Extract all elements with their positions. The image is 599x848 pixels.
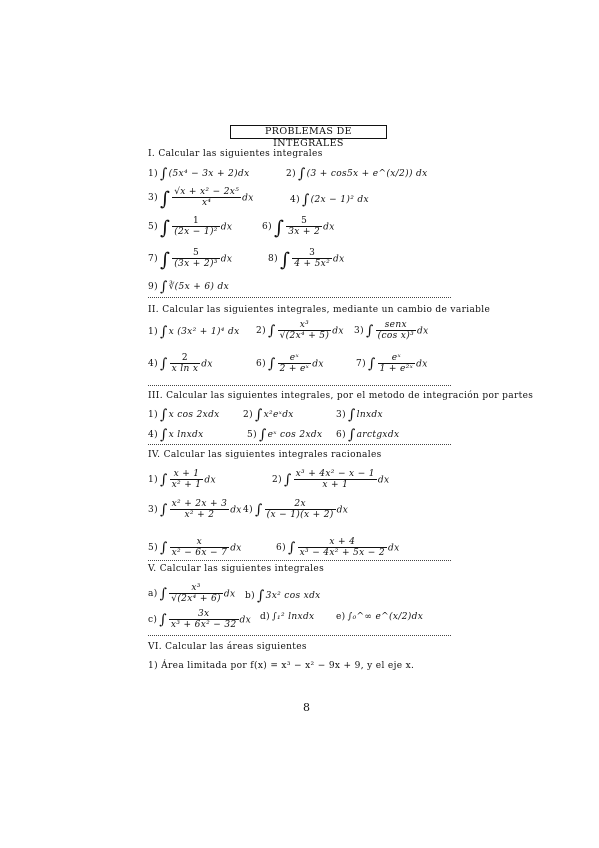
s2-problem-3: 3) ∫ $\frac{\text{senx}}{\text{(cos x)³}}$ dx [354, 320, 429, 342]
s4-problem-5: 5) ∫ $\frac{x}{\text{x² − 6x − 7}}$ dx [148, 537, 242, 559]
s1-problem-7: 7) ∫ $\frac{5}{\text{(3x + 2)³}}$ dx [148, 248, 233, 272]
s2-problem-1: 1) ∫x (3x² + 1)⁴ dx [148, 324, 240, 340]
section-divider [148, 635, 451, 636]
s4-problem-2: 2) ∫ $\frac{\text{x³ + 4x² − x − 1}}{x + 1}$ dx [272, 469, 390, 491]
page-title: PROBLEMAS DE INTEGRALES [230, 125, 387, 139]
section-4-heading: IV. Calcular las siguientes integrales racionales [148, 450, 382, 460]
s1-problem-6: 6) ∫ $\frac{5}{3x + 2}$ dx [262, 216, 335, 240]
s3-problem-2: 2) ∫x²eˣdx [243, 407, 294, 423]
section-divider [148, 444, 451, 445]
s1-problem-1: 1) ∫(5x⁴ − 3x + 2)dx [148, 166, 250, 182]
s4-problem-3: 3) ∫ $\frac{\text{x² + 2x + 3}}{\text{x² + 2}}$ dx [148, 499, 242, 521]
s2-problem-6: 6) ∫ $\frac{\text{eˣ}}{\text{2 + eˣ}}$ dx [256, 353, 324, 375]
section-3-heading: III. Calcular las siguientes integrales, por el metodo de integración por partes [148, 391, 534, 401]
s1-problem-8: 8) ∫ $\frac{3}{\text{4 + 5x²}}$ dx [268, 248, 345, 272]
section-6-heading: VI. Calcular las áreas siguientes [148, 642, 307, 652]
section-divider [148, 560, 451, 561]
s3-problem-6: 6) ∫arctgxdx [336, 427, 400, 443]
s5-problem-d: d) ∫₁² lnxdx [260, 612, 315, 622]
s4-problem-1: 1) ∫ $\frac{x + 1}{\text{x² + 1}}$ dx [148, 469, 216, 491]
s6-problem-1: 1) Área limitada por f(x) = x³ − x² − 9x + 9, y el eje x. [148, 661, 415, 671]
section-1-heading: I. Calcular las siguientes integrales [148, 149, 323, 159]
s5-problem-c: c) ∫ $\frac{3x}{\text{x³ + 6x² − 32}}$ dx [148, 609, 252, 631]
s1-problem-3: 3) ∫ $\frac{\text{√x + x² − 2x⁵}}{\text{x⁴}}$ dx [148, 187, 254, 211]
s3-problem-4: 4) ∫x lnxdx [148, 427, 204, 443]
s1-problem-9: 9) ∫∛(5x + 6) dx [148, 279, 230, 295]
s5-problem-a: a) ∫ $\frac{\text{x³}}{\text{√(2x⁴ + 6)}}$ dx [148, 583, 236, 605]
s2-problem-2: 2) ∫ $\frac{\text{x³}}{\text{√(2x⁴ + 5)}}$ dx [256, 320, 344, 342]
s5-problem-b: b) ∫3x² cos xdx [245, 588, 321, 604]
section-5-heading: V. Calcular las siguientes integrales [148, 564, 325, 574]
s4-problem-4: 4) ∫ $\frac{2x}{(x - 1)(x + 2)}$ dx [243, 499, 349, 521]
s3-problem-3: 3) ∫lnxdx [336, 407, 383, 423]
page-number: 8 [303, 701, 310, 714]
s2-problem-7: 7) ∫ $\frac{\text{eˣ}}{\text{1 + e²ˣ}}$ dx [356, 353, 428, 375]
section-divider [148, 297, 451, 298]
s1-problem-4: 4) ∫(2x − 1)² dx [290, 192, 369, 208]
s3-problem-5: 5) ∫eˣ cos 2xdx [247, 427, 323, 443]
s5-problem-e: e) ∫₀^∞ e^(x/2)dx [336, 612, 424, 622]
section-divider [148, 385, 451, 386]
section-2-heading: II. Calcular las siguientes integrales, mediante un cambio de variable [148, 305, 491, 315]
s3-problem-1: 1) ∫x cos 2xdx [148, 407, 220, 423]
s4-problem-6: 6) ∫ $\frac{x + 4}{\text{x³ − 4x² + 5x − 2}}$ dx [276, 537, 400, 559]
s1-problem-2: 2) ∫(3 + cos5x + e^(x/2)) dx [286, 166, 428, 182]
s2-problem-4: 4) ∫ $\frac{2}{\text{x ln x}}$ dx [148, 353, 213, 375]
s1-problem-5: 5) ∫ $\frac{1}{\text{(2x − 1)²}}$ dx [148, 216, 233, 240]
